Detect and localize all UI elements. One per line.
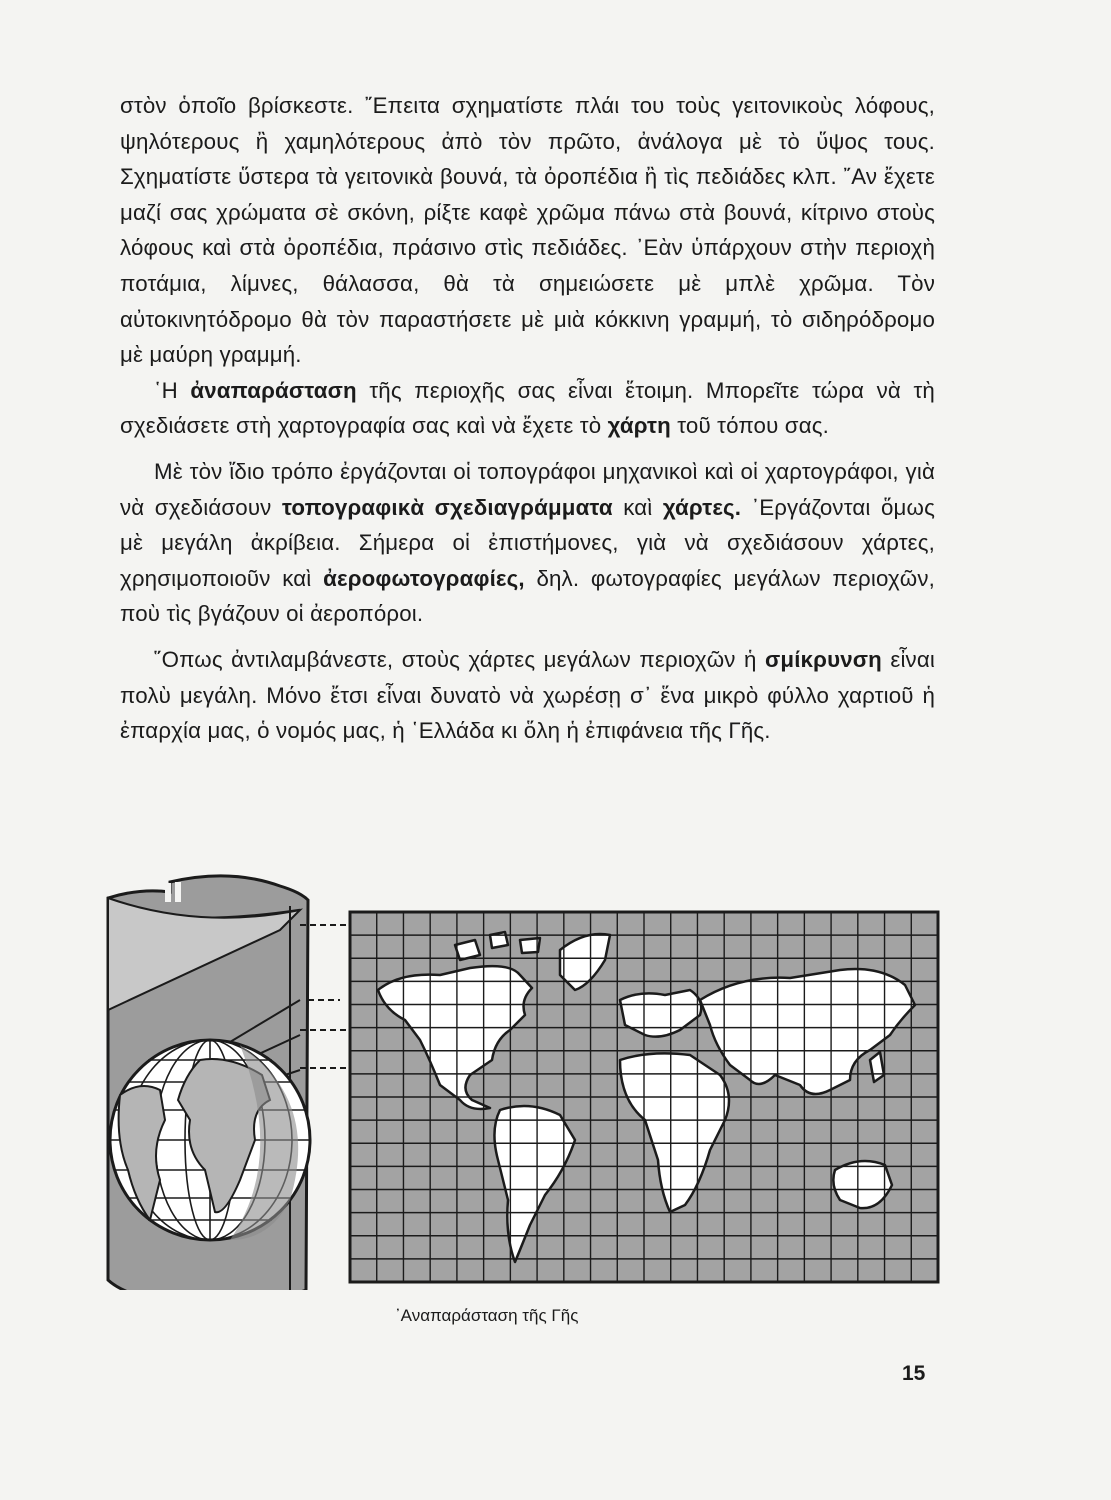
term-xartes: χάρτες.: [662, 494, 742, 520]
term-anaparastasi: ἀναπαράσταση: [190, 377, 357, 403]
term-smikrynsi: σμίκρυνση: [765, 646, 882, 672]
term-aerofotografies: ἀεροφωτογραφίες,: [323, 565, 525, 591]
term-topografika: τοπογραφικὰ σχεδιαγράμματα: [281, 494, 613, 520]
term-xartis: χάρτη: [607, 413, 671, 439]
body-text: [120, 88, 935, 749]
paragraph-4: ῞Οπως ἀντιλαμβάνεστε, στοὺς χάρτες μεγάλων περιοχῶν ἡ σμίκρυνση εἶναι πολὺ μεγάλη. Μόνο ἔτσι εἶναι δυνατὸ νὰ χωρέσῃ σ᾿ ἕνα μικρὸ φύλλο χαρτιοῦ ἡ ἐπαρχία μας, ὁ νομός μας, ἡ ῾Ελλάδα κι ὅλη ἡ ἐπιφάνεια τῆς Γῆς.: [120, 646, 935, 744]
paragraph-1: στὸν ὁποῖο βρίσκεστε. ῎Επειτα σχηματίστε πλάι του τοὺς γειτονικοὺς λόφους, ψηλότερους ἢ χαμηλότερους ἀπὸ τὸν πρῶτο, ἀνάλογα μὲ τὸ ὕψος τους. Σχηματίστε ὕστερα τὰ γειτονικὰ βουνά, τὰ ὀροπέδια ἢ τὶς πεδιάδες κλπ. ῎Αν ἔχετε μαζί σας χρώματα σὲ σκόνη, ρίξτε καφὲ χρῶμα πάνω στὰ βουνά, κίτρινο στοὺς λόφους καὶ στὰ ὀροπέδια, πράσινο στὶς πεδιάδες. ᾿Εὰν ὑπάρχουν στὴν περιοχὴ ποτάμια, λίμνες, θάλασσα, θὰ τὰ σημειώσετε μὲ μπλὲ χρῶμα. Τὸν αὐτοκινητόδρομο θὰ τὸν παραστήσετε μὲ μιὰ κόκκινη γραμμή, τὸ σιδηρόδρομο μὲ μαύρη γραμμή.: [120, 93, 935, 368]
page-number: 15: [902, 1362, 926, 1385]
earth-projection-figure: [0, 870, 1111, 1290]
world-map: [350, 912, 938, 1282]
figure-caption: ᾿Αναπαράσταση τῆς Γῆς: [395, 1306, 579, 1325]
paragraph-2: ῾Η ἀναπαράσταση τῆς περιοχῆς σας εἶναι ἕτοιμη. Μπορεῖτε τώρα νὰ τὴ σχεδιάσετε στὴ χαρτογραφία σας καὶ νὰ ἔχετε τὸ χάρτη τοῦ τόπου σας.: [120, 377, 935, 439]
globe: [110, 1040, 310, 1240]
paragraph-3: Μὲ τὸν ἴδιο τρόπο ἐργάζονται οἱ τοπογράφοι μηχανικοὶ καὶ οἱ χαρτογράφοι, γιὰ νὰ σχεδιάσουν τοπογραφικὰ σχεδιαγράμματα καὶ χάρτες. ᾿Εργάζονται ὅμως μὲ μεγάλη ἀκρίβεια. Σήμερα οἱ ἐπιστήμονες, γιὰ νὰ σχεδιάσουν χάρτες, χρησιμοποιοῦν καὶ ἀεροφωτογραφίες, δηλ. φωτογραφίες μεγάλων περιοχῶν, ποὺ τὶς βγάζουν οἱ ἀεροπόροι.: [120, 458, 935, 627]
projection-illustration: [0, 870, 1111, 1290]
